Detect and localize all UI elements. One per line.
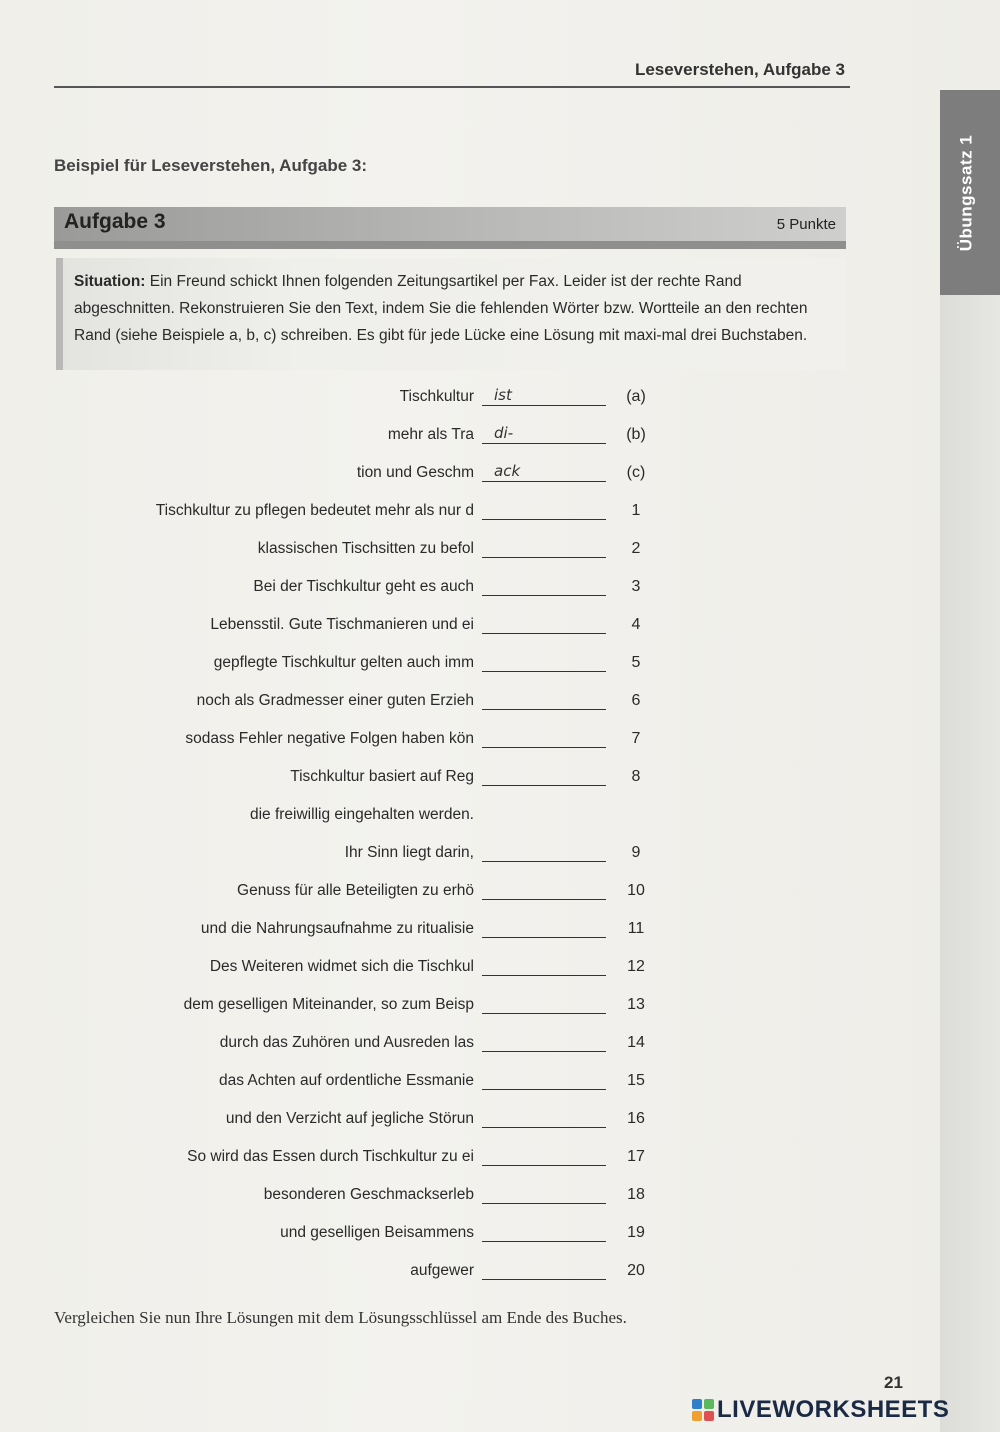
line-text: sodass Fehler negative Folgen haben kön xyxy=(185,730,474,747)
line-text: und den Verzicht auf jegliche Störun xyxy=(225,1110,474,1127)
text-line-8 xyxy=(0,762,940,792)
answer-blank[interactable] xyxy=(482,1089,606,1090)
text-line-14 xyxy=(0,1028,940,1058)
task-title: Aufgabe 3 xyxy=(64,210,166,233)
answer-blank[interactable] xyxy=(482,595,606,596)
line-number: 4 xyxy=(631,616,641,633)
line-text: die freiwillig eingehalten werden. xyxy=(249,806,474,823)
text-line-13 xyxy=(0,990,940,1020)
answer-blank[interactable] xyxy=(482,671,606,672)
example-answer: ist xyxy=(494,386,512,404)
line-text: durch das Zuhören und Ausreden las xyxy=(219,1034,474,1051)
line-text: besonderen Geschmackserleb xyxy=(263,1186,474,1203)
answer-blank[interactable] xyxy=(482,519,606,520)
watermark-text: LIVEWORKSHEETS xyxy=(717,1396,950,1423)
line-number: 2 xyxy=(631,540,641,557)
answer-blank[interactable] xyxy=(482,557,606,558)
situation-label: Situation: xyxy=(74,273,146,290)
example-text: mehr als Tra xyxy=(387,426,474,443)
line-number: 1 xyxy=(631,502,641,519)
answer-blank[interactable] xyxy=(482,1279,606,1280)
line-number: 17 xyxy=(627,1148,645,1165)
line-number: 16 xyxy=(627,1110,645,1127)
line-number: 7 xyxy=(631,730,641,747)
line-number: 3 xyxy=(631,578,641,595)
answer-blank[interactable] xyxy=(482,1051,606,1052)
line-text: Ihr Sinn liegt darin, xyxy=(344,844,474,861)
line-text: dem geselligen Miteinander, so zum Beisp xyxy=(183,996,474,1013)
line-number: 11 xyxy=(627,920,645,937)
line-number: 13 xyxy=(627,996,645,1013)
line-text: Genuss für alle Beteiligten zu erhö xyxy=(237,882,474,899)
side-tab-label xyxy=(940,90,992,295)
line-text: und geselligen Beisammens xyxy=(280,1224,474,1241)
answer-blank[interactable] xyxy=(482,709,606,710)
text-line-11 xyxy=(0,914,940,944)
task-underbar xyxy=(54,241,846,249)
answer-line xyxy=(482,443,606,444)
text-line-12 xyxy=(0,952,940,982)
line-number: 8 xyxy=(631,768,641,785)
text-line-15 xyxy=(0,1066,940,1096)
answer-blank[interactable] xyxy=(482,1241,606,1242)
task-bar xyxy=(54,207,846,241)
line-text: Tischkultur zu pflegen bedeutet mehr als nur d xyxy=(155,502,474,519)
example-answer: di- xyxy=(494,424,514,442)
side-tab-text: Übungssatz 1 xyxy=(956,134,975,251)
text-line-5 xyxy=(0,648,940,678)
line-text: noch als Gradmesser einer guten Erzieh xyxy=(196,692,474,709)
example-label: (c) xyxy=(626,464,646,481)
answer-line xyxy=(482,405,606,406)
line-text: das Achten auf ordentliche Essmanie xyxy=(218,1072,474,1089)
answer-blank[interactable] xyxy=(482,1203,606,1204)
line-text: klassischen Tischsitten zu befol xyxy=(257,540,474,557)
line-number: 14 xyxy=(627,1034,645,1051)
answer-line xyxy=(482,481,606,482)
line-number: 15 xyxy=(627,1072,645,1089)
answer-blank[interactable] xyxy=(482,785,606,786)
text-line-plain xyxy=(0,800,940,830)
line-text: Tischkultur basiert auf Reg xyxy=(290,768,474,785)
answer-blank[interactable] xyxy=(482,937,606,938)
text-line-9 xyxy=(0,838,940,868)
text-line-3 xyxy=(0,572,940,602)
answer-blank[interactable] xyxy=(482,975,606,976)
line-text: So wird das Essen durch Tischkultur zu ei xyxy=(187,1148,474,1165)
line-number: 18 xyxy=(627,1186,645,1203)
line-number: 5 xyxy=(631,654,641,671)
example-row-b xyxy=(0,420,940,450)
answer-blank[interactable] xyxy=(482,861,606,862)
text-line-2 xyxy=(0,534,940,564)
side-strip xyxy=(940,295,1000,1432)
answer-blank[interactable] xyxy=(482,633,606,634)
answer-blank[interactable] xyxy=(482,1127,606,1128)
line-text: Bei der Tischkultur geht es auch xyxy=(253,578,474,595)
line-text: gepflegte Tischkultur gelten auch imm xyxy=(213,654,474,671)
example-row-c xyxy=(0,458,940,488)
line-number: 20 xyxy=(627,1262,645,1279)
line-number: 6 xyxy=(631,692,641,709)
example-row-a xyxy=(0,382,940,412)
text-line-20 xyxy=(0,1256,940,1286)
line-number: 10 xyxy=(627,882,645,899)
answer-blank[interactable] xyxy=(482,1013,606,1014)
line-number: 9 xyxy=(631,844,641,861)
text-line-19 xyxy=(0,1218,940,1248)
running-title: Leseverstehen, Aufgabe 3 xyxy=(634,60,845,79)
line-number: 12 xyxy=(627,958,645,975)
liveworksheets-icon xyxy=(692,1399,714,1421)
example-text: tion und Geschm xyxy=(356,464,474,481)
text-line-6 xyxy=(0,686,940,716)
header-rule xyxy=(54,86,850,88)
line-text: Lebensstil. Gute Tischmanieren und ei xyxy=(210,616,474,633)
answer-blank[interactable] xyxy=(482,899,606,900)
answer-blank[interactable] xyxy=(482,1165,606,1166)
text-line-17 xyxy=(0,1142,940,1172)
line-text: aufgewer xyxy=(410,1262,474,1279)
answer-blank[interactable] xyxy=(482,747,606,748)
example-text: Tischkultur xyxy=(399,388,474,405)
text-line-16 xyxy=(0,1104,940,1134)
line-text: Des Weiteren widmet sich die Tischkul xyxy=(209,958,474,975)
liveworksheets-logo xyxy=(692,1395,949,1425)
task-points: 5 Punkte xyxy=(776,216,836,233)
situation-text xyxy=(74,268,846,349)
example-label: (b) xyxy=(626,426,646,443)
example-label: (a) xyxy=(626,388,646,405)
text-line-10 xyxy=(0,876,940,906)
line-number: 19 xyxy=(627,1224,645,1241)
text-line-7 xyxy=(0,724,940,754)
example-answer: ack xyxy=(494,462,521,480)
text-line-1 xyxy=(0,496,940,526)
footer-instruction: Vergleichen Sie nun Ihre Lösungen mit dem Lösungsschlüssel am Ende des Buches. xyxy=(54,1308,627,1327)
situation-body: Ein Freund schickt Ihnen folgenden Zeitungsartikel per Fax. Leider ist der rechte Rand abgeschnitten. Rekonstruieren Sie den Text, indem Sie die fehlenden Wörter bzw. Wortteile an den rechten Rand (siehe Beispiele a, b, c) schreiben. Es gibt für jede Lücke eine Lösung mit maxi-mal drei Buchstaben. xyxy=(74,273,808,344)
page-number: 21 xyxy=(884,1373,903,1392)
line-text: und die Nahrungsaufnahme zu ritualisie xyxy=(200,920,474,937)
example-heading: Beispiel für Leseverstehen, Aufgabe 3: xyxy=(54,156,368,175)
text-line-18 xyxy=(0,1180,940,1210)
text-line-4 xyxy=(0,610,940,640)
